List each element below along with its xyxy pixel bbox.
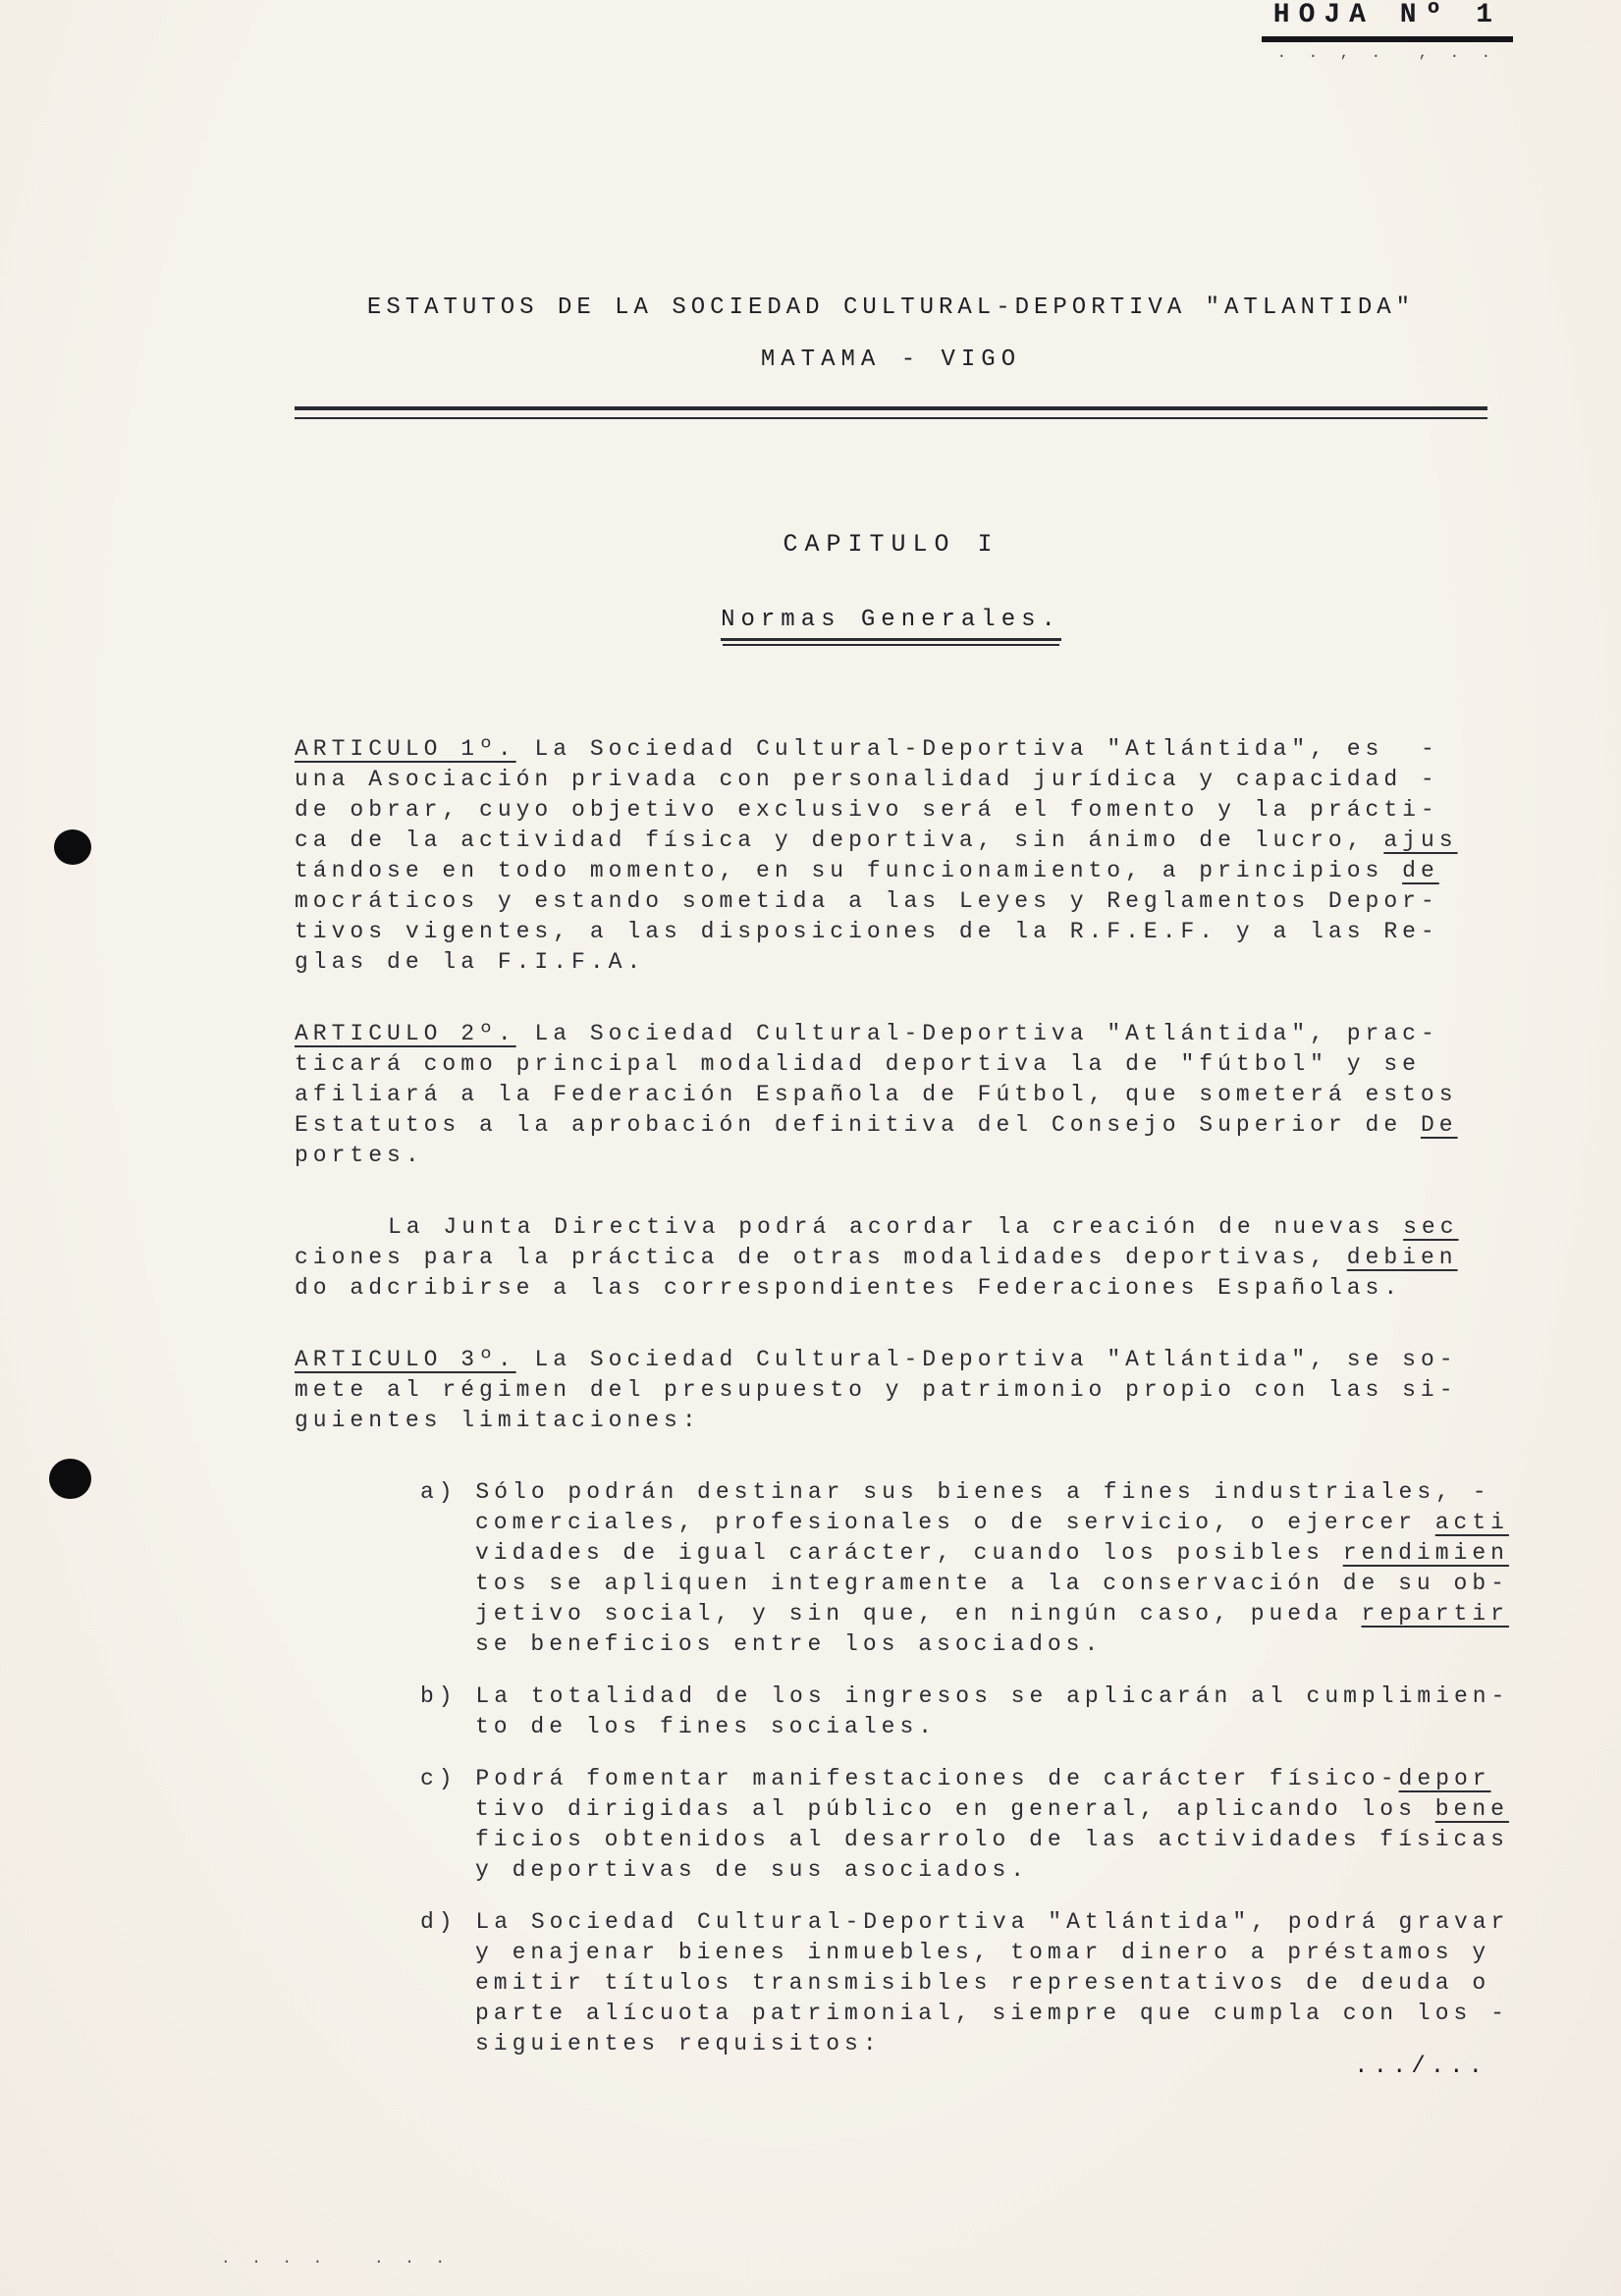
text-line: una Asociación privada con personalidad jurídica y capacidad - — [295, 767, 1439, 792]
text-line: La Junta Directiva podrá acordar la creación de nuevas sec — [388, 1214, 1459, 1240]
text-line: afiliará a la Federación Española de Fútbol, que someterá estos — [295, 1082, 1458, 1107]
continuation-mark: .../... — [1354, 2054, 1487, 2080]
list-marker: a) — [420, 1479, 476, 1505]
text-line: ticará como principal modalidad deportiva la de "fútbol" y se — [295, 1051, 1421, 1077]
text-line: portes. — [295, 1143, 424, 1168]
list-item — [295, 1477, 1561, 1660]
text-line: ARTICULO 2º. La Sociedad Cultural-Deportiva "Atlántida", prac- — [295, 1021, 1439, 1046]
list-marker: c) — [420, 1766, 476, 1791]
text-line: tivos vigentes, a las disposiciones de la R.F.E.F. y a las Re- — [295, 919, 1439, 944]
document-title: ESTATUTOS DE LA SOCIEDAD CULTURAL-DEPORTIVA "ATLANTIDA" — [366, 294, 1416, 321]
article-paragraph — [295, 1019, 1561, 1171]
article-paragraph — [295, 1345, 1561, 1436]
text-line: emitir títulos transmisibles representativos de deuda o — [475, 1970, 1491, 1996]
section-heading: Normas Generales. — [721, 607, 1061, 641]
section-heading-row — [295, 607, 1487, 641]
document-subtitle: MATAMA - VIGO — [760, 347, 1022, 373]
text-line: siguientes requisitos: — [475, 2031, 882, 2056]
text-line: parte alícuota patrimonial, siempre que cumpla con los - — [475, 2001, 1509, 2026]
text-line: glas de la F.I.F.A. — [295, 949, 646, 975]
text-line: ARTICULO 3º. La Sociedad Cultural-Deportiva "Atlántida", se so- — [295, 1347, 1458, 1372]
text-line: Estatutos a la aprobación definitiva del Consejo Superior de De — [295, 1112, 1458, 1138]
document-body — [295, 734, 1561, 2081]
text-line: y deportivas de sus asociados. — [475, 1857, 1030, 1883]
text-line: se beneficios entre los asociados. — [475, 1631, 1104, 1657]
text-line: tos se apliquen integramente a la conservación de su ob- — [475, 1571, 1509, 1596]
header-rule — [295, 406, 1487, 419]
text-line: tivo dirigidas al público en general, aplicando los bene — [475, 1796, 1509, 1822]
list-item — [295, 1682, 1561, 1742]
list-marker: d) — [420, 1909, 476, 1935]
hole-punch-mark — [49, 1459, 91, 1499]
list-item — [295, 1764, 1561, 1886]
text-line: comerciales, profesionales o de servicio, o ejercer acti — [475, 1510, 1509, 1535]
text-line: ARTICULO 1º. La Sociedad Cultural-Deportiva "Atlántida", es - — [295, 736, 1439, 762]
text-line: mete al régimen del presupuesto y patrimonio propio con las si- — [295, 1377, 1458, 1403]
text-line: ficios obtenidos al desarrolo de las actividades físicas — [475, 1827, 1509, 1852]
scan-artifact-stamp-marks: . . , . , . . — [1276, 45, 1497, 62]
text-line: d) La Sociedad Cultural-Deportiva "Atlántida", podrá gravar — [420, 1909, 1510, 1935]
scan-artifact-bottom-marks: . . . . . . . — [221, 2250, 452, 2268]
text-line: b) La totalidad de los ingresos se aplicarán al cumplimien- — [420, 1683, 1510, 1709]
text-line: guientes limitaciones: — [295, 1408, 701, 1433]
document-header — [295, 294, 1487, 419]
sheet-number-stamp — [1262, 0, 1513, 62]
text-line: jetivo social, y sin que, en ningún caso, pueda repartir — [475, 1601, 1509, 1627]
article-paragraph — [295, 734, 1561, 978]
text-line: to de los fines sociales. — [475, 1714, 938, 1739]
text-line: c) Podrá fomentar manifestaciones de carácter físico-depor — [420, 1766, 1491, 1791]
list-item — [295, 1907, 1561, 2059]
text-line: vidades de igual carácter, cuando los posibles rendimien — [475, 1540, 1509, 1566]
text-line: tándose en todo momento, en su funcionamiento, a principios de — [295, 858, 1439, 883]
article-paragraph — [295, 1212, 1561, 1304]
text-line: mocráticos y estando sometida a las Leyes y Reglamentos Depor- — [295, 888, 1439, 914]
text-line: y enajenar bienes inmuebles, tomar dinero a préstamos y — [475, 1940, 1491, 1965]
hole-punch-mark — [54, 829, 91, 865]
sheet-number-label: HOJA Nº 1 — [1262, 0, 1513, 42]
text-line: ca de la actividad física y deportiva, sin ánimo de lucro, ajus — [295, 828, 1458, 853]
list-marker: b) — [420, 1683, 476, 1709]
text-line: ciones para la práctica de otras modalidades deportivas, debien — [295, 1245, 1458, 1270]
text-line: do adcribirse a las correspondientes Federaciones Españolas. — [295, 1275, 1403, 1301]
text-line: de obrar, cuyo objetivo exclusivo será el fomento y la prácti- — [295, 797, 1439, 823]
chapter-heading: CAPITULO I — [783, 530, 1000, 559]
text-line: a) Sólo podrán destinar sus bienes a fines industriales, - — [420, 1479, 1491, 1505]
